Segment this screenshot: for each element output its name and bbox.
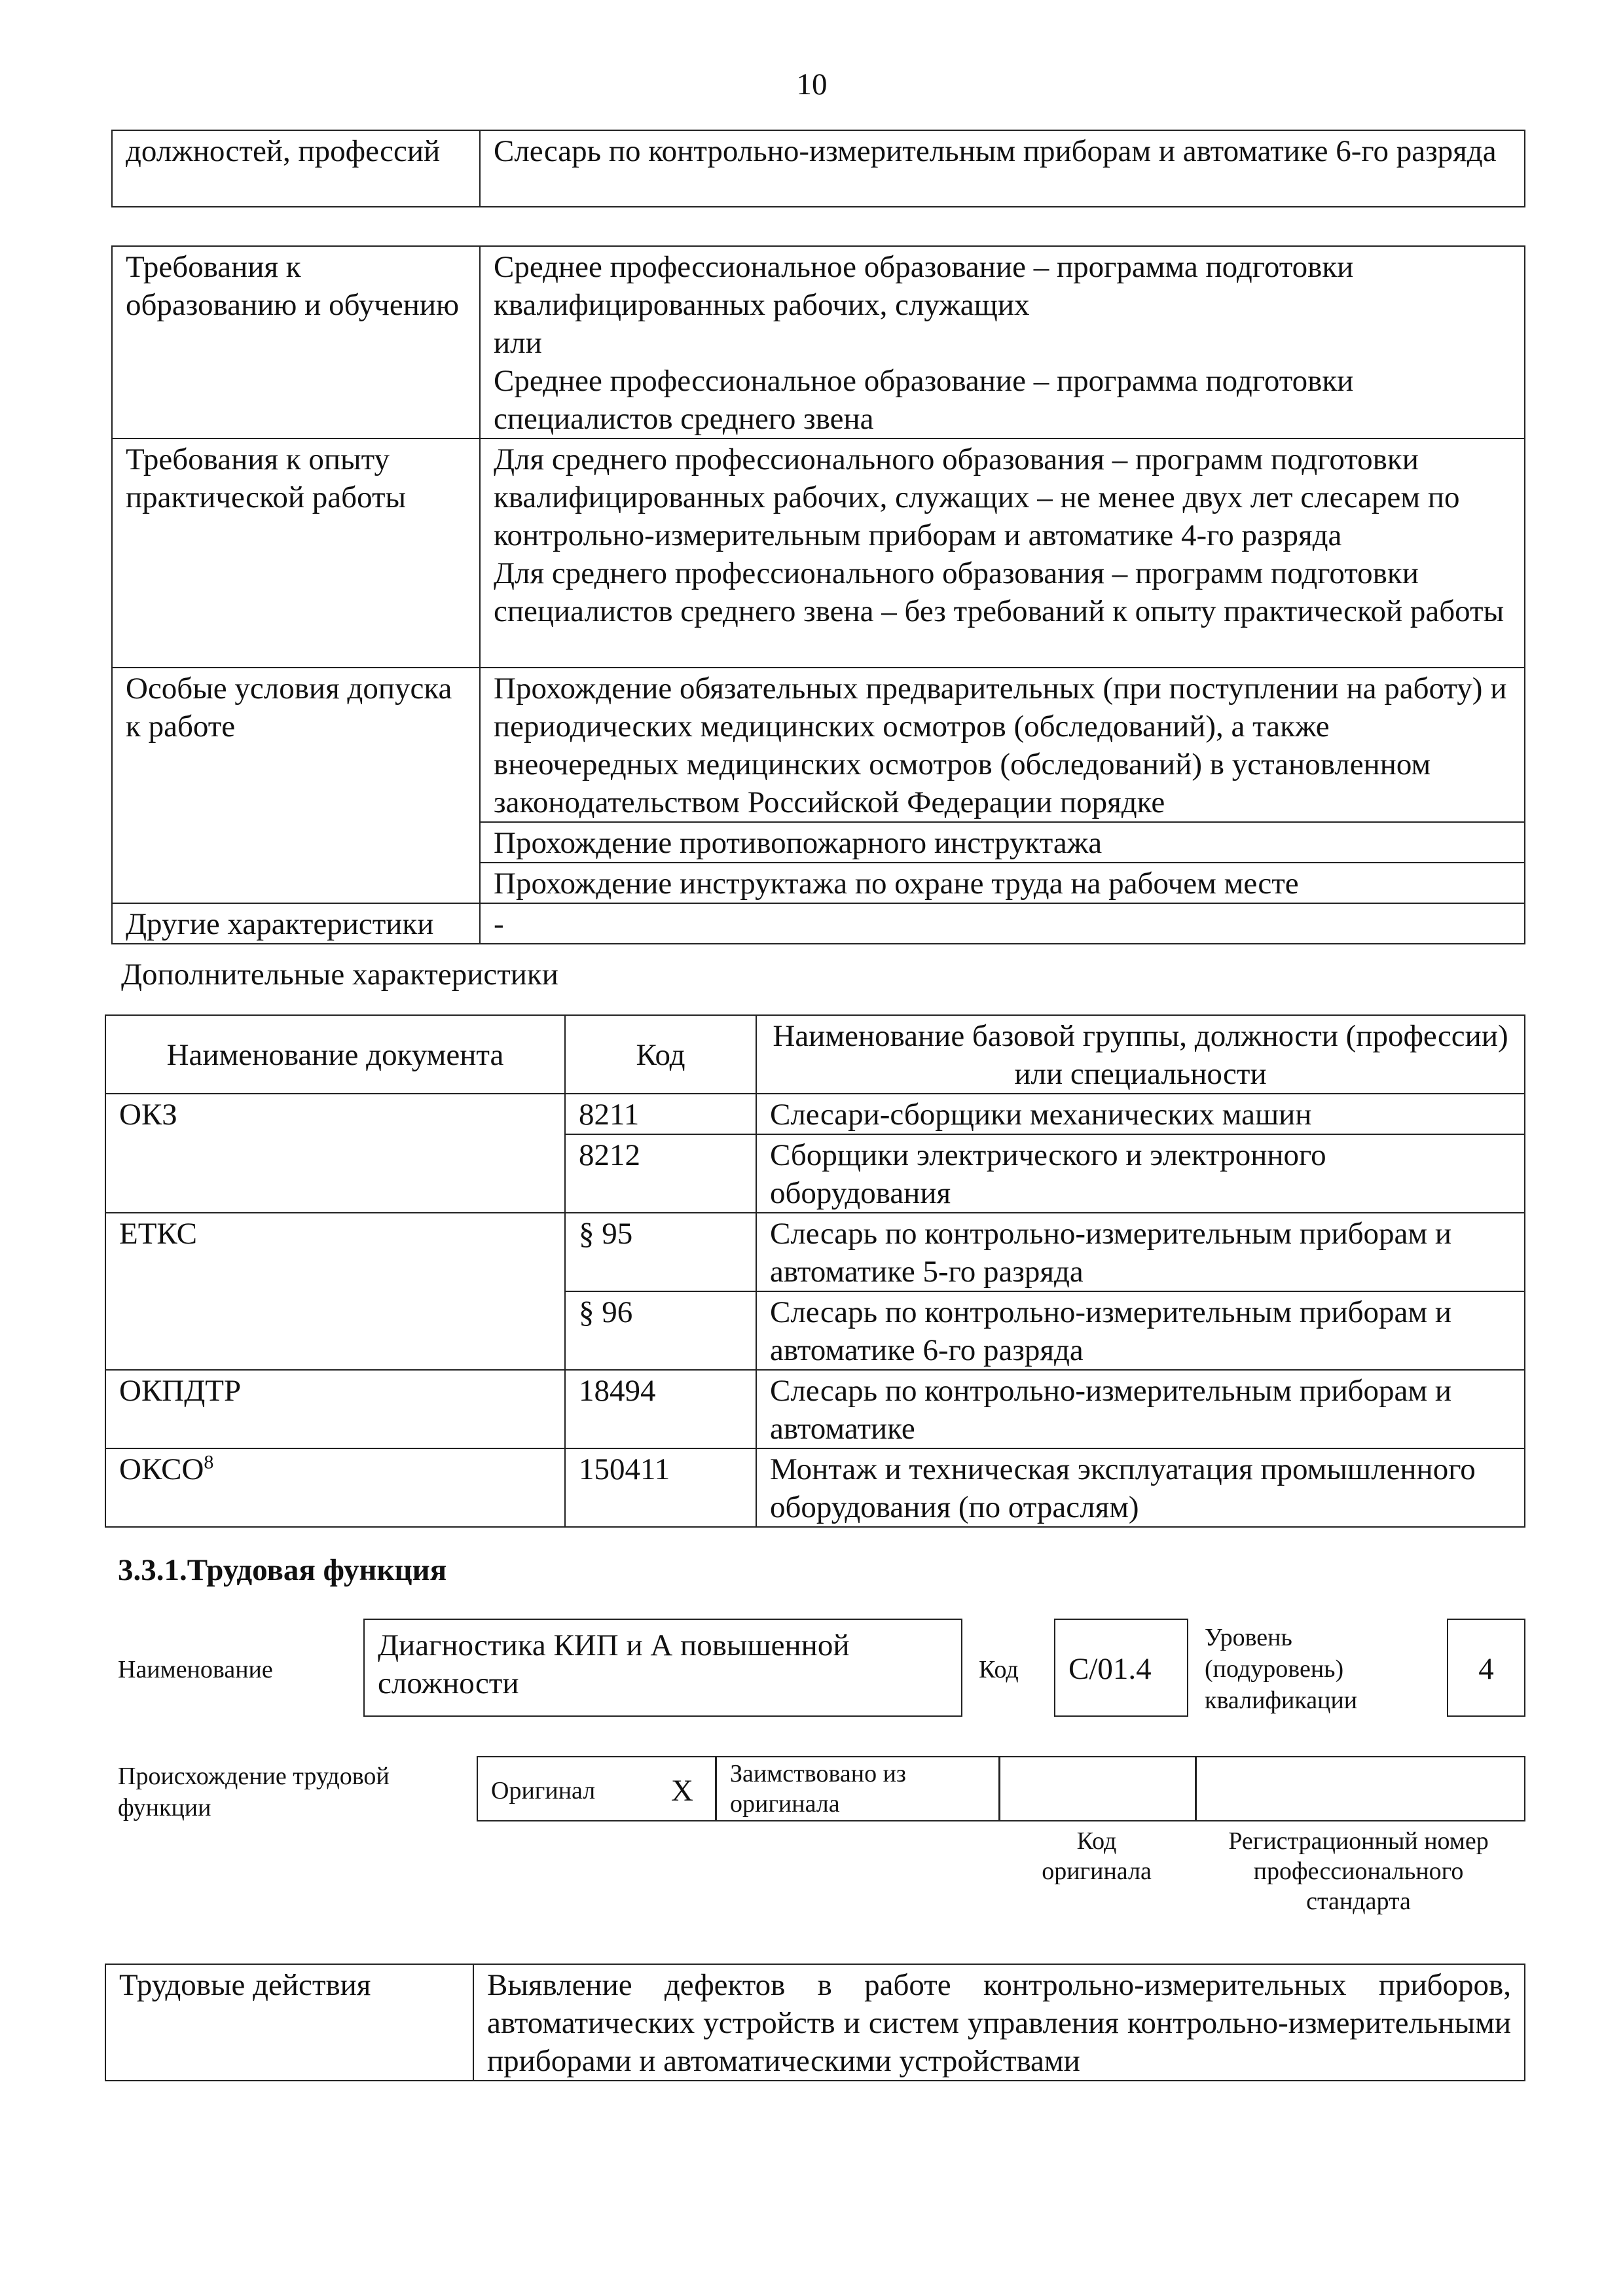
reg-number-caption: Регистрационный номер профессионального стандарта	[1228, 1827, 1489, 1915]
additional-table	[105, 1014, 1525, 1528]
code-original-caption: Код оригинала	[1042, 1827, 1152, 1885]
req-other-value: -	[480, 903, 1525, 944]
add-doc-cell: ОКЗ	[105, 1094, 565, 1213]
job-title-value: Слесарь по контрольно-измерительным приборам и автоматике 6-го разряда	[480, 130, 1525, 207]
additional-title: Дополнительные характеристики	[121, 958, 558, 992]
original-mark: X	[671, 1774, 693, 1808]
add-code-cell: 8212	[565, 1134, 756, 1213]
add-name-cell: Слесари-сборщики механических машин	[756, 1094, 1525, 1134]
req-education-line: или	[494, 326, 542, 360]
req-experience-line: Для среднего профессионального образования – программ подготовки специалистов среднего звена – без требований к опыту практической работы	[494, 556, 1504, 628]
add-name-cell: Слесарь по контрольно-измерительным приборам и автоматике 5-го разряда	[756, 1213, 1525, 1291]
name-label: Наименование	[118, 1656, 273, 1683]
function-code-value: C/01.4	[1068, 1652, 1152, 1686]
job-title-label: должностей, профессий	[112, 130, 480, 207]
actions-label: Трудовые действия	[105, 1964, 473, 2081]
footnote-mark: 8	[204, 1451, 214, 1473]
add-doc-text: ОКСО	[119, 1452, 204, 1486]
borrowed-label: Заимствовано из оригинала	[730, 1760, 906, 1818]
origin-divider	[1195, 1757, 1197, 1820]
requirements-table	[111, 245, 1525, 944]
code-label: Код	[979, 1656, 1019, 1683]
add-doc-cell: ОКПДТР	[105, 1370, 565, 1448]
add-doc-cell: ЕТКС	[105, 1213, 565, 1370]
add-code-cell: § 96	[565, 1291, 756, 1370]
add-header-code: Код	[565, 1015, 756, 1094]
add-header-name: Наименование базовой группы, должности (профессии) или специальности	[756, 1015, 1525, 1094]
add-name-cell: Слесарь по контрольно-измерительным приборам и автоматике 6-го разряда	[756, 1291, 1525, 1370]
add-code-cell: 18494	[565, 1370, 756, 1448]
req-education-line: Среднее профессиональное образование – программа подготовки квалифицированных рабочих, служащих	[494, 250, 1354, 322]
req-special-line: Прохождение противопожарного инструктажа	[480, 822, 1525, 863]
add-code-cell: § 95	[565, 1213, 756, 1291]
add-doc-cell	[105, 1448, 565, 1527]
add-name-cell: Монтаж и техническая эксплуатация промышленного оборудования (по отраслям)	[756, 1448, 1525, 1527]
add-name-cell: Слесарь по контрольно-измерительным приборам и автоматике	[756, 1370, 1525, 1448]
add-header-doc: Наименование документа	[105, 1015, 565, 1094]
req-education-label: Требования к образованию и обучению	[112, 246, 480, 439]
actions-text: Выявление дефектов в работе контрольно-измерительных приборов, автоматических устройств и систем управления контрольно-измерительными приборами и автоматическими устройствами	[473, 1964, 1525, 2081]
page-number: 10	[796, 67, 828, 101]
req-special-line: Прохождение инструктажа по охране труда на рабочем месте	[480, 863, 1525, 903]
req-special-label: Особые условия допуска к работе	[112, 668, 480, 903]
req-experience-label: Требования к опыту практической работы	[112, 439, 480, 668]
function-name-box	[363, 1619, 962, 1717]
origin-divider	[998, 1757, 1000, 1820]
origin-divider	[715, 1757, 717, 1820]
level-value: 4	[1478, 1652, 1494, 1686]
add-code-cell: 8211	[565, 1094, 756, 1134]
origin-label: Происхождение трудовой функции	[118, 1763, 390, 1821]
req-experience-line: Для среднего профессионального образования – программ подготовки квалифицированных рабочих, служащих – не менее двух лет слесарем по контрольно-измерительным приборам и автоматике 4-го разряда	[494, 442, 1460, 552]
add-name-cell: Сборщики электрического и электронного оборудования	[756, 1134, 1525, 1213]
req-other-label: Другие характеристики	[112, 903, 480, 944]
function-name-value: Диагностика КИП и А повышенной сложности	[378, 1628, 850, 1700]
origin-box	[477, 1756, 1525, 1821]
job-title-table	[111, 130, 1525, 207]
level-label: Уровень (подуровень) квалификации	[1205, 1624, 1358, 1714]
add-code-cell: 150411	[565, 1448, 756, 1527]
req-education-line: Среднее профессиональное образование – программа подготовки специалистов среднего звена	[494, 364, 1354, 436]
function-heading: 3.3.1.Трудовая функция	[118, 1553, 447, 1587]
req-special-line: Прохождение обязательных предварительных (при поступлении на работу) и периодических медицинских осмотров (обследований), а также внеочередных медицинских осмотров (обследований) в установленном законодательством Российской Федерации порядке	[480, 668, 1525, 822]
actions-table	[105, 1964, 1525, 2081]
level-box	[1447, 1619, 1525, 1717]
original-label: Оригинал	[491, 1777, 596, 1804]
function-code-box	[1054, 1619, 1188, 1717]
